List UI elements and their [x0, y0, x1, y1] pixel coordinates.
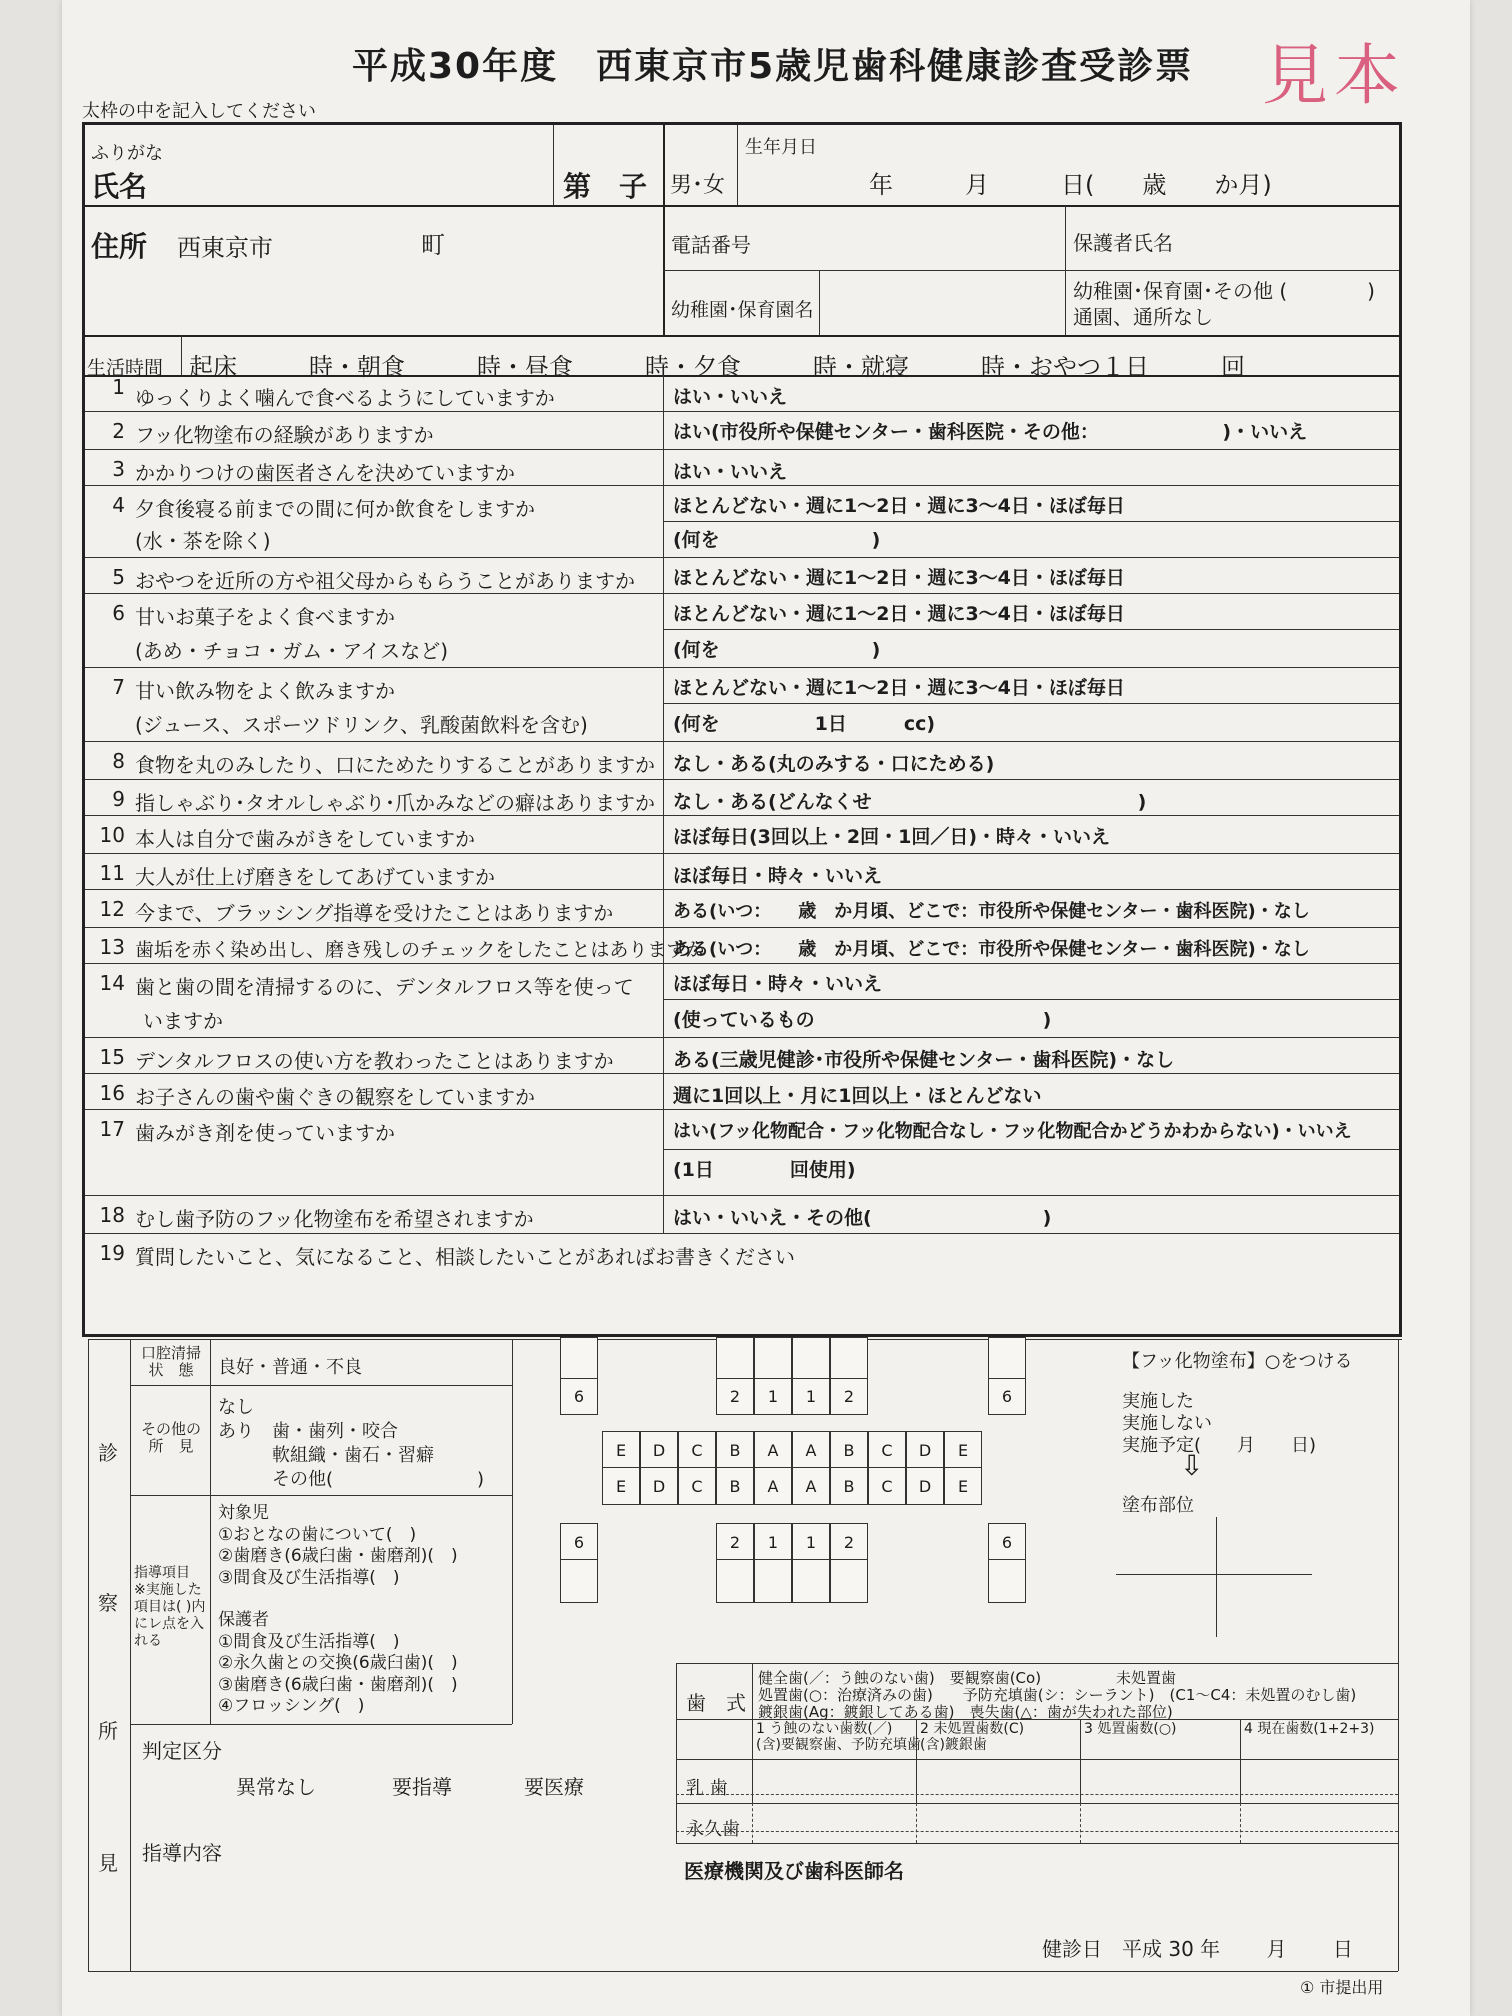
- oral-hygiene-label: 口腔清掃 状 態: [140, 1344, 201, 1379]
- question-row: 6 甘いお菓子をよく食べますか (あめ・チョコ・ガム・アイスなど) ほとんどない・週に1～2日・週に3～4日・ほぼ毎日 (何を ): [112, 601, 1125, 663]
- judgement-label: 判定区分: [142, 1739, 222, 1763]
- tooth-cell[interactable]: 2: [716, 1523, 754, 1561]
- furigana-label: ふりがな: [91, 143, 163, 164]
- tooth-cell[interactable]: [988, 1559, 1026, 1603]
- no-attendance-option[interactable]: 通園、通所なし: [1073, 305, 1213, 329]
- tooth-cell[interactable]: D: [906, 1467, 944, 1505]
- question-row: 13 歯垢を赤く染め出し、磨き残しのチェックをしたことはありますか ある(いつ： 歳 か月頃、どこで：市役所や保健センター・歯科医院)・なし: [99, 935, 1310, 961]
- answer-options[interactable]: 週に1回以上・月に1回以上・ほとんどない: [673, 1085, 1042, 1107]
- question-row: 11 大人が仕上げ磨きをしてあげていますか ほぼ毎日・時々・いいえ: [99, 861, 883, 889]
- tooth-cell[interactable]: 1: [792, 1377, 830, 1415]
- kindergarten-label: 幼稚園･保育園名: [671, 299, 814, 321]
- tooth-cell[interactable]: 2: [830, 1377, 868, 1415]
- address-city: 西東京市: [177, 234, 273, 262]
- life-schedule-fields[interactable]: 起床 時・朝食 時・昼食 時・夕食 時・就寝 時・おやつ１日 回: [189, 353, 1245, 381]
- other-finding-line[interactable]: 軟組織・歯石・習癖: [218, 1445, 434, 1466]
- answer-detail[interactable]: (1日 回使用): [673, 1159, 856, 1181]
- exam-date[interactable]: 健診日 平成 30 年 月 日: [1042, 1937, 1353, 1961]
- tooth-cell[interactable]: A: [754, 1431, 792, 1469]
- tooth-cell[interactable]: E: [602, 1431, 640, 1469]
- answer-options[interactable]: ほぼ毎日(3回以上・2回・1回／日)・時々・いいえ: [673, 826, 1111, 848]
- exam-side-char: 診: [98, 1441, 118, 1465]
- fluoride-option[interactable]: 実施しない: [1122, 1413, 1212, 1434]
- tooth-cell[interactable]: E: [602, 1467, 640, 1505]
- tooth-cell[interactable]: C: [868, 1431, 906, 1469]
- clinic-label: 医療機関及び歯科医師名: [684, 1859, 904, 1883]
- answer-options[interactable]: はい・いいえ・その他( ): [673, 1207, 1052, 1229]
- tooth-cell[interactable]: A: [792, 1467, 830, 1505]
- tooth-cell[interactable]: [560, 1337, 598, 1379]
- tooth-cell[interactable]: C: [678, 1467, 716, 1505]
- tooth-cell[interactable]: B: [716, 1431, 754, 1469]
- answer-options[interactable]: ある(いつ： 歳 か月頃、どこで：市役所や保健センター・歯科医院)・なし: [673, 901, 1310, 922]
- guidance-items-label: 指導項目 ※実施した 項目は( )内 にレ点を入 れる: [134, 1565, 206, 1649]
- guidance-content-label: 指導内容: [142, 1841, 222, 1865]
- other-finding-line[interactable]: その他( ): [218, 1469, 485, 1490]
- tooth-cell[interactable]: [830, 1559, 868, 1603]
- form-title: 平成30年度 西東京市5歳児歯科健康診査受診票: [352, 46, 1194, 87]
- permanent-teeth-row-label: 永久歯: [686, 1819, 740, 1840]
- answer-options[interactable]: はい(フッ化物配合・フッ化物配合なし・フッ化物配合かどうかわからない)・いいえ: [673, 1121, 1352, 1142]
- primary-teeth-row-label: 乳 歯: [686, 1778, 728, 1799]
- down-arrow-icon: ⇩: [1180, 1449, 1204, 1482]
- instruction-note: 太枠の中を記入してください: [82, 101, 316, 122]
- tooth-cell[interactable]: E: [944, 1431, 982, 1469]
- tooth-cell[interactable]: A: [792, 1431, 830, 1469]
- dental-formula-line: 鍍銀歯(Ag：鍍銀してある歯) 喪失歯(△：歯が失われた部位): [758, 1703, 1173, 1721]
- kindergarten-option[interactable]: 幼稚園･保育園･その他 ( ): [1073, 279, 1375, 303]
- question-row: 14 歯と歯の間を清掃するのに、デンタルフロス等を使って いますか ほぼ毎日・時々・いいえ (使っているもの ): [99, 971, 1052, 1033]
- answer-options[interactable]: はい・いいえ: [673, 386, 788, 408]
- answer-options[interactable]: ほとんどない・週に1～2日・週に3～4日・ほぼ毎日: [673, 495, 1125, 517]
- comment-area[interactable]: [135, 1265, 1385, 1325]
- tooth-cell[interactable]: E: [944, 1467, 982, 1505]
- answer-options[interactable]: ほぼ毎日・時々・いいえ: [673, 973, 883, 995]
- answer-options[interactable]: ある(三歳児健診･市役所や保健センター・歯科医院)・なし: [673, 1049, 1175, 1071]
- fluoride-title: 【フッ化物塗布】○をつける: [1122, 1351, 1353, 1372]
- question-row: 10 本人は自分で歯みがきをしていますか ほぼ毎日(3回以上・2回・1回／日)・時々・いいえ: [99, 823, 1111, 851]
- dob-field[interactable]: 年 月 日( 歳 か月): [869, 171, 1272, 199]
- count-header: 2 未処置歯数(C) (含)鍍銀歯: [920, 1721, 1025, 1753]
- question-row: 1 ゆっくりよく噛んで食べるようにしていますか はい・いいえ: [112, 375, 788, 410]
- address-town: 町: [421, 231, 445, 259]
- tooth-cell[interactable]: B: [716, 1467, 754, 1505]
- answer-options[interactable]: ほとんどない・週に1～2日・週に3～4日・ほぼ毎日: [673, 677, 1125, 699]
- answer-options[interactable]: ほとんどない・週に1～2日・週に3～4日・ほぼ毎日: [673, 603, 1125, 625]
- tooth-cell[interactable]: 1: [754, 1377, 792, 1415]
- question-row: 8 食物を丸のみしたり、口にためたりすることがありますか なし・ある(丸のみする・口にためる): [112, 749, 995, 777]
- tooth-cell[interactable]: A: [754, 1467, 792, 1505]
- address-label: 住所: [91, 230, 148, 263]
- tooth-cell[interactable]: [830, 1337, 868, 1379]
- tooth-cell[interactable]: 2: [716, 1377, 754, 1415]
- question-row: 18 むし歯予防のフッ化物塗布を希望されますか はい・いいえ・その他( ): [99, 1203, 1052, 1231]
- question-row: 17 歯みがき剤を使っていますか はい(フッ化物配合・フッ化物配合なし・フッ化物配合かどうかわからない)・いいえ (1日 回使用): [99, 1117, 1352, 1181]
- answer-options[interactable]: ある(いつ： 歳 か月頃、どこで：市役所や保健センター・歯科医院)・なし: [673, 939, 1310, 960]
- tooth-cell[interactable]: C: [868, 1467, 906, 1505]
- sample-stamp: 見本: [1262, 37, 1406, 114]
- tooth-cell[interactable]: B: [830, 1467, 868, 1505]
- tooth-cell[interactable]: 2: [830, 1523, 868, 1561]
- answer-options[interactable]: ほとんどない・週に1～2日・週に3～4日・ほぼ毎日: [673, 567, 1125, 589]
- application-site-label: 塗布部位: [1122, 1495, 1194, 1516]
- answer-detail[interactable]: (使っているもの ): [673, 1009, 1052, 1031]
- birth-order-label: 第 子: [563, 170, 648, 203]
- tooth-cell[interactable]: D: [640, 1431, 678, 1469]
- question-row: 16 お子さんの歯や歯ぐきの観察をしていますか 週に1回以上・月に1回以上・ほとんどない: [99, 1081, 1042, 1109]
- tooth-cell[interactable]: [792, 1559, 830, 1603]
- question-row: 4 夕食後寝る前までの間に何か飲食をしますか (水・茶を除く) ほとんどない・週に1～2日・週に3～4日・ほぼ毎日 (何を ): [112, 493, 1125, 553]
- copy-label: ① 市提出用: [1300, 1978, 1384, 1997]
- answer-options[interactable]: なし・ある(どんなくせ ): [673, 791, 1147, 813]
- dental-formula-line: 処置歯(○：治療済みの歯) 予防充填歯(シ：シーラント) (C1～C4：未処置のむし歯): [758, 1686, 1357, 1704]
- tooth-cell[interactable]: 6: [988, 1377, 1026, 1415]
- tooth-cell[interactable]: [560, 1559, 598, 1603]
- exam-side-char: 所: [98, 1719, 118, 1743]
- tooth-cell[interactable]: D: [640, 1467, 678, 1505]
- gender-field[interactable]: 男･女: [670, 173, 726, 198]
- phone-label: 電話番号: [671, 233, 751, 257]
- answer-options[interactable]: はい(市役所や保健センター・歯科医院・その他： )・いいえ: [673, 421, 1308, 443]
- fluoride-option[interactable]: 実施予定( 月 日): [1122, 1435, 1317, 1456]
- question-row: 3 かかりつけの歯医者さんを決めていますか はい・いいえ: [112, 457, 788, 485]
- tooth-cell[interactable]: [792, 1337, 830, 1379]
- oral-hygiene-options[interactable]: 良好・普通・不良: [218, 1357, 362, 1378]
- dob-label: 生年月日: [745, 137, 817, 158]
- question-row: 19 質問したいこと、気になること、相談したいことがあればお書きください: [99, 1241, 795, 1269]
- exam-side-char: 見: [98, 1851, 118, 1875]
- answer-detail[interactable]: (何を 1日 cc): [673, 713, 936, 735]
- fluoride-option[interactable]: 実施した: [1122, 1391, 1194, 1412]
- count-header: 4 現在歯数(1+2+3): [1244, 1721, 1375, 1737]
- other-finding-line[interactable]: あり 歯・歯列・咬合: [218, 1421, 398, 1442]
- life-schedule-label: 生活時間: [87, 357, 164, 379]
- tooth-cell[interactable]: [988, 1337, 1026, 1379]
- answer-detail[interactable]: (何を ): [673, 529, 881, 551]
- dental-formula-line: 健全歯(／：う蝕のない歯) 要観察歯(Co) 未処置歯: [758, 1669, 1177, 1687]
- guidance-items[interactable]: 対象児 ①おとなの歯について( ) ②歯磨き(6歳臼歯・歯磨剤)( ) ③間食及び生活指導( ) 保護者 ①間食及び生活指導( ) ②永久歯との交換(6歳臼歯)( ) ③歯磨き(6歳臼歯・歯磨剤)( ) ④フロッシング( ): [218, 1503, 458, 1716]
- question-row: 7 甘い飲み物をよく飲みますか (ジュース、スポーツドリンク、乳酸菌飲料を含む) ほとんどない・週に1～2日・週に3～4日・ほぼ毎日 (何を 1日 cc): [112, 675, 1125, 737]
- answer-options[interactable]: なし・ある(丸のみする・口にためる): [673, 753, 995, 775]
- count-header: 3 処置歯数(○): [1084, 1721, 1177, 1737]
- tooth-cell[interactable]: 1: [754, 1523, 792, 1561]
- tooth-cell[interactable]: [754, 1337, 792, 1379]
- answer-options[interactable]: はい・いいえ: [673, 461, 788, 483]
- question-row: 2 フッ化物塗布の経験がありますか はい(市役所や保健センター・歯科医院・その他： )・いいえ: [112, 419, 1308, 447]
- tooth-cell[interactable]: C: [678, 1431, 716, 1469]
- question-row: 12 今まで、ブラッシング指導を受けたことはありますか ある(いつ： 歳 か月頃、どこで：市役所や保健センター・歯科医院)・なし: [99, 897, 1310, 925]
- questionnaire-frame: [82, 122, 1402, 1337]
- tooth-cell[interactable]: 6: [988, 1523, 1026, 1561]
- question-row: 5 おやつを近所の方や祖父母からもらうことがありますか ほとんどない・週に1～2日・週に3～4日・ほぼ毎日: [112, 565, 1125, 593]
- judgement-option-treatment[interactable]: 要医療: [524, 1775, 584, 1799]
- dental-formula-label: 歯 式: [686, 1691, 746, 1715]
- tooth-cell[interactable]: [716, 1559, 754, 1603]
- other-finding-line[interactable]: なし: [218, 1397, 254, 1418]
- name-label: 氏名: [91, 170, 148, 203]
- tooth-cell[interactable]: [754, 1559, 792, 1603]
- tooth-cell[interactable]: D: [906, 1431, 944, 1469]
- exam-section: [82, 1337, 1402, 1971]
- judgement-option-normal[interactable]: 異常なし: [236, 1775, 316, 1799]
- judgement-option-guidance[interactable]: 要指導: [392, 1775, 452, 1799]
- question-row: 9 指しゃぶり･タオルしゃぶり･爪かみなどの癖はありますか なし・ある(どんなくせ ): [112, 787, 1147, 815]
- tooth-cell[interactable]: B: [830, 1431, 868, 1469]
- answer-options[interactable]: ほぼ毎日・時々・いいえ: [673, 865, 883, 887]
- question-row: 15 デンタルフロスの使い方を教わったことはありますか ある(三歳児健診･市役所や保健センター・歯科医院)・なし: [99, 1045, 1175, 1073]
- answer-detail[interactable]: (何を ): [673, 639, 881, 661]
- tooth-cell[interactable]: [716, 1337, 754, 1379]
- tooth-cell[interactable]: 6: [560, 1377, 598, 1415]
- tooth-cell[interactable]: 1: [792, 1523, 830, 1561]
- tooth-cell[interactable]: 6: [560, 1523, 598, 1561]
- exam-side-char: 察: [98, 1591, 118, 1615]
- count-header: 1 う蝕のない歯数(／) (含)要観察歯、予防充填歯: [756, 1721, 921, 1753]
- guardian-label: 保護者氏名: [1073, 231, 1173, 255]
- other-findings-label: その他の 所 見: [140, 1420, 201, 1455]
